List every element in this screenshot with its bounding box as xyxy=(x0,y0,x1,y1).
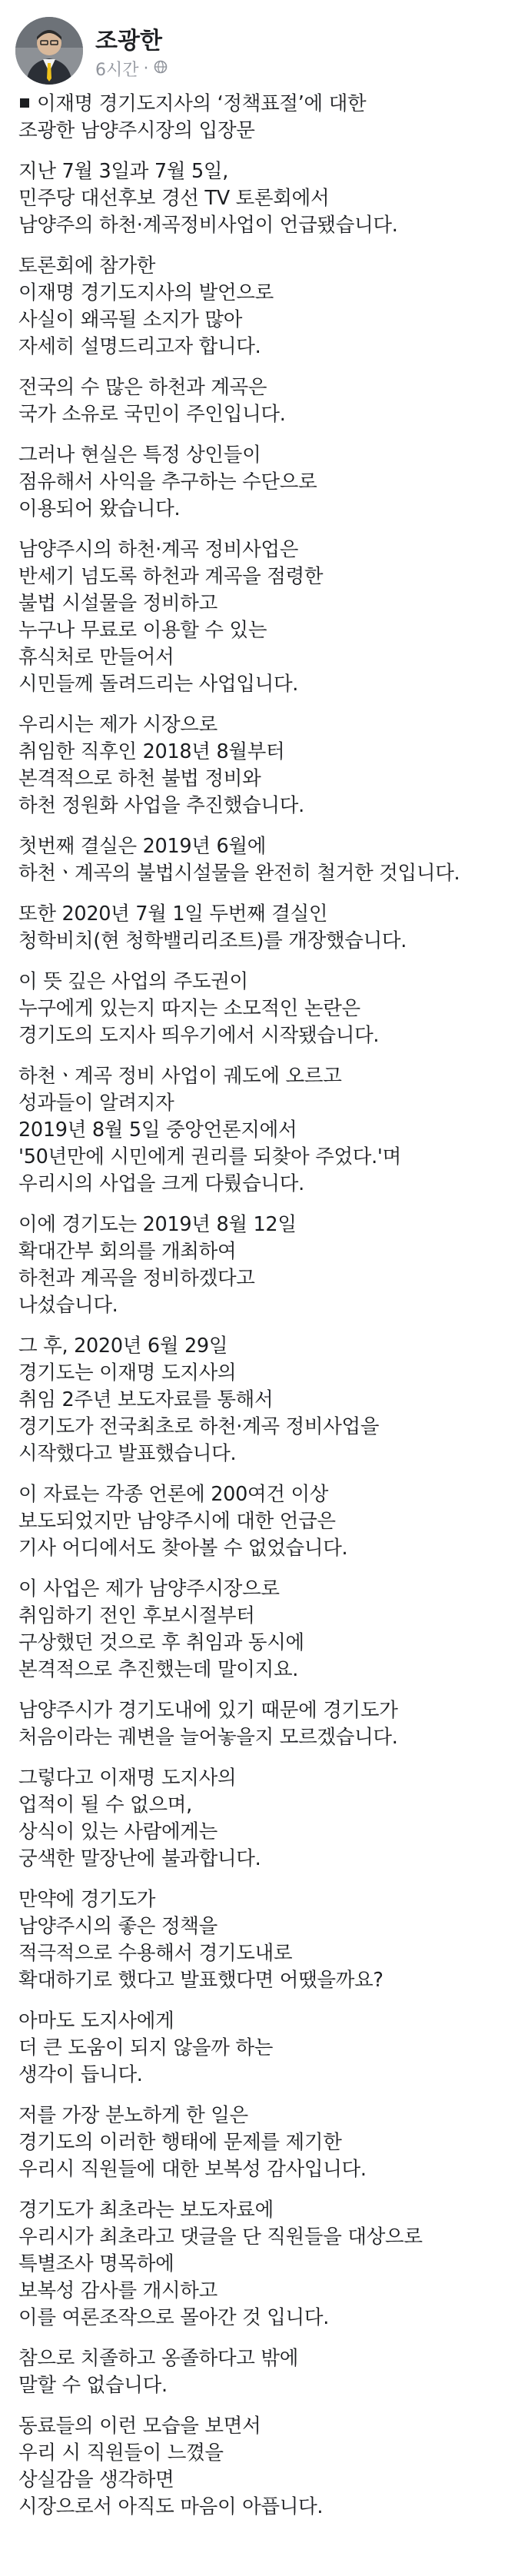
post-text: 특별조사 명목하에 xyxy=(18,2252,174,2275)
post-text: 또한 2020년 7월 1일 두번째 결실인 xyxy=(18,902,328,926)
author-name[interactable]: 조광한 xyxy=(95,28,162,55)
post-text-line xyxy=(18,833,492,860)
post-text: 이 사업은 제가 남양주시장으로 xyxy=(18,1577,280,1600)
paragraph-gap xyxy=(18,1751,492,1765)
post-text: 우리 시 직원들이 느꼈을 xyxy=(18,2441,224,2465)
post-text: 사실이 왜곡될 소지가 많아 xyxy=(18,308,243,331)
paragraph-gap xyxy=(18,428,492,442)
post-meta xyxy=(95,57,168,81)
post-text: 남양주시의 하천·계곡 정비사업은 xyxy=(18,538,299,561)
post-text: 하천ㆍ계곡 정비 사업이 궤도에 오르고 xyxy=(18,1065,342,1088)
post-text: 궁색한 말장난에 불과합니다. xyxy=(18,1847,261,1870)
post-paragraph xyxy=(18,537,492,698)
post-text: 누구에게 있는지 따지는 소모적인 논란은 xyxy=(18,997,360,1020)
post-text-line xyxy=(18,1022,492,1049)
post-text-line xyxy=(18,2197,492,2224)
paragraph-gap xyxy=(18,1684,492,1697)
post-text-line xyxy=(18,469,492,496)
post-text: 남양주의 하천·계곡정비사업이 언급됐습니다. xyxy=(18,214,398,237)
paragraph-gap xyxy=(18,887,492,901)
post-text: 경기도의 이러한 행태에 문제를 제기한 xyxy=(18,2131,342,2154)
post-text: 이를 여론조작으로 몰아간 것 입니다. xyxy=(18,2306,330,2329)
post-text: 민주당 대선후보 경선 TV 토론회에서 xyxy=(18,187,330,210)
post-text: 아마도 도지사에게 xyxy=(18,2009,174,2033)
paragraph-gap xyxy=(18,2521,492,2534)
post-text-line xyxy=(18,253,492,280)
paragraph-gap xyxy=(18,955,492,969)
post-text: 지난 7월 3일과 7월 5일, xyxy=(18,160,229,183)
post-text: 경기도가 최초라는 보도자료에 xyxy=(18,2199,274,2222)
post-text: 남양주시가 경기도내에 있기 때문에 경기도가 xyxy=(18,1699,398,1722)
post-text-line xyxy=(18,334,492,361)
post-text-line xyxy=(18,969,492,995)
post-text-line xyxy=(18,280,492,307)
post-text-line xyxy=(18,118,492,145)
post-paragraph xyxy=(18,253,492,361)
post-text-line xyxy=(18,617,492,644)
post-text: 그렇다고 이재명 도지사의 xyxy=(18,1767,237,1790)
post-paragraph xyxy=(18,1481,492,1562)
post-text: 이에 경기도는 2019년 8월 12일 xyxy=(18,1213,297,1236)
paragraph-gap xyxy=(18,1049,492,1063)
meta-separator: · xyxy=(143,59,149,78)
post-text-line xyxy=(18,1063,492,1090)
post-text-line xyxy=(18,644,492,671)
post-text-line xyxy=(18,1846,492,1873)
post-text-line xyxy=(18,1576,492,1603)
post-text: 기사 어디에서도 찾아볼 수 없었습니다. xyxy=(18,1537,348,1560)
post-header xyxy=(15,17,492,86)
avatar[interactable] xyxy=(15,17,83,85)
post-text-line xyxy=(18,1292,492,1319)
paragraph-gap xyxy=(18,819,492,833)
post-text: 말할 수 없습니다. xyxy=(18,2374,168,2397)
paragraph-gap xyxy=(18,1562,492,1576)
post-text-line xyxy=(18,671,492,698)
post-text-line xyxy=(18,2305,492,2332)
post-text: 업적이 될 수 없으며, xyxy=(18,1793,192,1816)
profile-photo-icon xyxy=(15,17,83,85)
post-text: 우리시 직원들에 대한 보복성 감사입니다. xyxy=(18,2158,367,2181)
paragraph-gap xyxy=(18,361,492,374)
post-text: '50년만에 시민에게 권리를 되찾아 주었다.'며 xyxy=(18,1145,401,1168)
post-text-line xyxy=(18,1171,492,1198)
post-text-line xyxy=(18,1238,492,1265)
post-text: 전국의 수 많은 하천과 계곡은 xyxy=(18,376,267,399)
square-bullet-icon xyxy=(20,98,29,108)
post-text: 성과들이 알려지자 xyxy=(18,1092,174,1115)
post-paragraph xyxy=(18,1333,492,1467)
post-text-line xyxy=(18,1117,492,1144)
post-text-line xyxy=(18,1940,492,1967)
post-text: 생각이 듭니다. xyxy=(18,2063,143,2086)
post-text-line xyxy=(18,2156,492,2183)
post-text-line xyxy=(18,1657,492,1684)
post-text: 확대하기로 했다고 발표했다면 어땠을까요? xyxy=(18,1969,383,1992)
post-text-line xyxy=(18,2467,492,2494)
post-text: 취임한 직후인 2018년 8월부터 xyxy=(18,740,285,763)
post-text: 점유해서 사익을 추구하는 수단으로 xyxy=(18,470,317,494)
post-text-line xyxy=(18,793,492,819)
post-text-line xyxy=(18,401,492,428)
post-text-line xyxy=(18,1265,492,1292)
post-text: 이재명 경기도지사의 ‘정책표절’에 대한 xyxy=(37,92,367,115)
paragraph-gap xyxy=(18,2089,492,2102)
globe-icon[interactable] xyxy=(154,59,168,78)
post-paragraph xyxy=(18,2197,492,2332)
post-text: 하천 정원화 사업을 추진했습니다. xyxy=(18,794,304,817)
post-text-line xyxy=(18,2372,492,2399)
post-paragraph xyxy=(18,969,492,1049)
post-paragraph xyxy=(18,2345,492,2399)
post-text-line xyxy=(18,901,492,928)
paragraph-gap xyxy=(18,1467,492,1481)
post-text-line xyxy=(18,1144,492,1171)
post-text: 적극적으로 수용해서 경기도내로 xyxy=(18,1942,293,1965)
post-body xyxy=(18,91,492,2534)
post-text-line xyxy=(18,158,492,185)
post-paragraph xyxy=(18,374,492,428)
post-text: 본격적으로 하천 불법 정비와 xyxy=(18,767,261,790)
post-text: 첫번째 결실은 2019년 6월에 xyxy=(18,835,267,858)
post-text-line xyxy=(18,2224,492,2251)
post-text: 우리시는 제가 시장으로 xyxy=(18,713,217,736)
post-text-line xyxy=(18,2008,492,2035)
post-text-line xyxy=(18,2251,492,2278)
post-text: 경기도의 도지사 띄우기에서 시작됐습니다. xyxy=(18,1024,380,1047)
post-text: 반세기 넘도록 하천과 계곡을 점령한 xyxy=(18,565,324,588)
post-text: 시장으로서 아직도 마음이 아픕니다. xyxy=(18,2495,324,2518)
post-text-line xyxy=(18,1360,492,1387)
post-text: 구상했던 것으로 후 취임과 동시에 xyxy=(18,1631,304,1654)
post-text-line xyxy=(18,537,492,563)
post-text: 취임하기 전인 후보시절부터 xyxy=(18,1604,255,1627)
post-text: 경기도가 전국최초로 하천·계곡 정비사업을 xyxy=(18,1415,380,1438)
paragraph-gap xyxy=(18,239,492,253)
post-text-line xyxy=(18,860,492,887)
post-paragraph xyxy=(18,1886,492,1994)
post-text-line xyxy=(18,2035,492,2062)
post-paragraph xyxy=(18,1576,492,1684)
post-text: 시민들께 돌려드리는 사업입니다. xyxy=(18,673,299,696)
post-text: 본격적으로 추진했는데 말이지요. xyxy=(18,1658,299,1681)
paragraph-gap xyxy=(18,2399,492,2413)
post-paragraph xyxy=(18,901,492,955)
post-text: 조광한 남양주시장의 입장문 xyxy=(18,119,255,142)
post-text-line xyxy=(18,995,492,1022)
post-text-line xyxy=(18,1913,492,1940)
post-text-line xyxy=(18,1508,492,1535)
post-text-line xyxy=(18,1535,492,1562)
post-text: 우리시의 사업을 크게 다뤘습니다. xyxy=(18,1172,304,1195)
post-paragraph xyxy=(18,1697,492,1751)
post-text: 남양주시의 좋은 정책을 xyxy=(18,1915,217,1938)
paragraph-gap xyxy=(18,523,492,537)
post-paragraph xyxy=(18,1212,492,1319)
post-text: 자세히 설명드리고자 합니다. xyxy=(18,335,261,358)
post-text: 하천과 계곡을 정비하겠다고 xyxy=(18,1267,255,1290)
post-text-line xyxy=(18,2102,492,2129)
post-text-line xyxy=(18,590,492,617)
post-text-line xyxy=(18,2494,492,2521)
post-text: 동료들의 이런 모습을 보면서 xyxy=(18,2415,261,2438)
post-text: 불법 시설물을 정비하고 xyxy=(18,592,217,615)
post-text: 더 큰 도움이 되지 않을까 하는 xyxy=(18,2036,274,2059)
post-text-line xyxy=(18,374,492,401)
post-text-line xyxy=(18,1765,492,1792)
post-text: 시작했다고 발표했습니다. xyxy=(18,1442,237,1465)
post-text-line xyxy=(18,185,492,212)
post-text-line xyxy=(18,307,492,334)
post-text-line xyxy=(18,1603,492,1630)
post-text: 휴식처로 만들어서 xyxy=(18,646,174,669)
post-text-line xyxy=(18,2278,492,2305)
post-text: 상식이 있는 사람에게는 xyxy=(18,1820,217,1843)
post-text: 그 후, 2020년 6월 29일 xyxy=(18,1335,228,1358)
post-text-line xyxy=(18,1697,492,1724)
post-text-line xyxy=(18,739,492,766)
post-text-line xyxy=(18,1724,492,1751)
post-text: 이 자료는 각종 언론에 200여건 이상 xyxy=(18,1483,329,1506)
post-text-line xyxy=(18,2129,492,2156)
post-text: 이재명 경기도지사의 발언으로 xyxy=(18,281,274,304)
post-text: 처음이라는 궤변을 늘어놓을지 모르겠습니다. xyxy=(18,1726,398,1749)
post-text: 이용되어 왔습니다. xyxy=(18,497,181,520)
post-paragraph xyxy=(18,833,492,887)
post-paragraph xyxy=(18,1765,492,1873)
post-text-line xyxy=(18,1792,492,1819)
post-text-line xyxy=(18,442,492,469)
post-paragraph xyxy=(18,2008,492,2089)
post-paragraph xyxy=(18,1063,492,1198)
paragraph-gap xyxy=(18,698,492,712)
post-text-line xyxy=(18,496,492,523)
post-text-line xyxy=(18,2440,492,2467)
paragraph-gap xyxy=(18,1319,492,1333)
post-text: 확대간부 회의를 개최하여 xyxy=(18,1240,237,1263)
post-text: 이 뜻 깊은 사업의 주도권이 xyxy=(18,970,248,993)
post-paragraph xyxy=(18,712,492,819)
post-text-line xyxy=(18,2062,492,2089)
post-text-line xyxy=(18,1819,492,1846)
post-text-line xyxy=(18,712,492,739)
paragraph-gap xyxy=(18,2183,492,2197)
post-text: 참으로 치졸하고 옹졸하다고 밖에 xyxy=(18,2347,299,2370)
post-text-line xyxy=(18,1333,492,1360)
post-text: 보도되었지만 남양주시에 대한 언급은 xyxy=(18,1510,336,1533)
post-text: 경기도는 이재명 도지사의 xyxy=(18,1361,237,1384)
post-text-line xyxy=(18,2345,492,2372)
post-paragraph xyxy=(18,2102,492,2183)
post-text-line xyxy=(18,1090,492,1117)
post-text-line xyxy=(18,1967,492,1994)
post-text: 우리시가 최초라고 댓글을 단 직원들을 대상으로 xyxy=(18,2225,423,2249)
post-text-line xyxy=(18,1630,492,1657)
post-text-line xyxy=(18,1441,492,1467)
post-text-line xyxy=(18,563,492,590)
post-text: 저를 가장 분노하게 한 일은 xyxy=(18,2104,248,2127)
post-text: 상실감을 생각하면 xyxy=(18,2468,174,2491)
paragraph-gap xyxy=(18,1198,492,1212)
post-paragraph xyxy=(18,158,492,239)
post-paragraph xyxy=(18,442,492,523)
post-text-line xyxy=(18,1387,492,1414)
post-text: 국가 소유로 국민이 주인입니다. xyxy=(18,403,286,426)
paragraph-gap xyxy=(18,145,492,158)
post-text-line xyxy=(18,1212,492,1238)
post-text-line xyxy=(18,1481,492,1508)
post-text: 나섰습니다. xyxy=(18,1294,118,1317)
post-text: 그러나 현실은 특정 상인들이 xyxy=(18,444,261,467)
post-text: 하천ㆍ계곡의 불법시설물을 완전히 철거한 것입니다. xyxy=(18,862,460,885)
post-text-line xyxy=(18,2413,492,2440)
paragraph-gap xyxy=(18,1994,492,2008)
post-text: 보복성 감사를 개시하고 xyxy=(18,2279,217,2302)
post-text-line xyxy=(18,91,492,118)
post-paragraph xyxy=(18,2413,492,2521)
post-text: 청학비치(현 청학밸리리조트)를 개장했습니다. xyxy=(18,929,407,952)
post-text-line xyxy=(18,1414,492,1441)
post-text-line xyxy=(18,766,492,793)
post-text: 2019년 8월 5일 중앙언론지에서 xyxy=(18,1118,297,1142)
post-text-line xyxy=(18,212,492,239)
post-text-line xyxy=(18,928,492,955)
paragraph-gap xyxy=(18,1873,492,1886)
post-text-line xyxy=(18,1886,492,1913)
post-text: 만약에 경기도가 xyxy=(18,1888,156,1911)
post-timestamp[interactable]: 6시간 xyxy=(95,61,139,80)
post-text: 취임 2주년 보도자료를 통해서 xyxy=(18,1388,274,1411)
post-text: 토론회에 참가한 xyxy=(18,254,156,278)
paragraph-gap xyxy=(18,2332,492,2345)
post-text: 누구나 무료로 이용할 수 있는 xyxy=(18,619,267,642)
